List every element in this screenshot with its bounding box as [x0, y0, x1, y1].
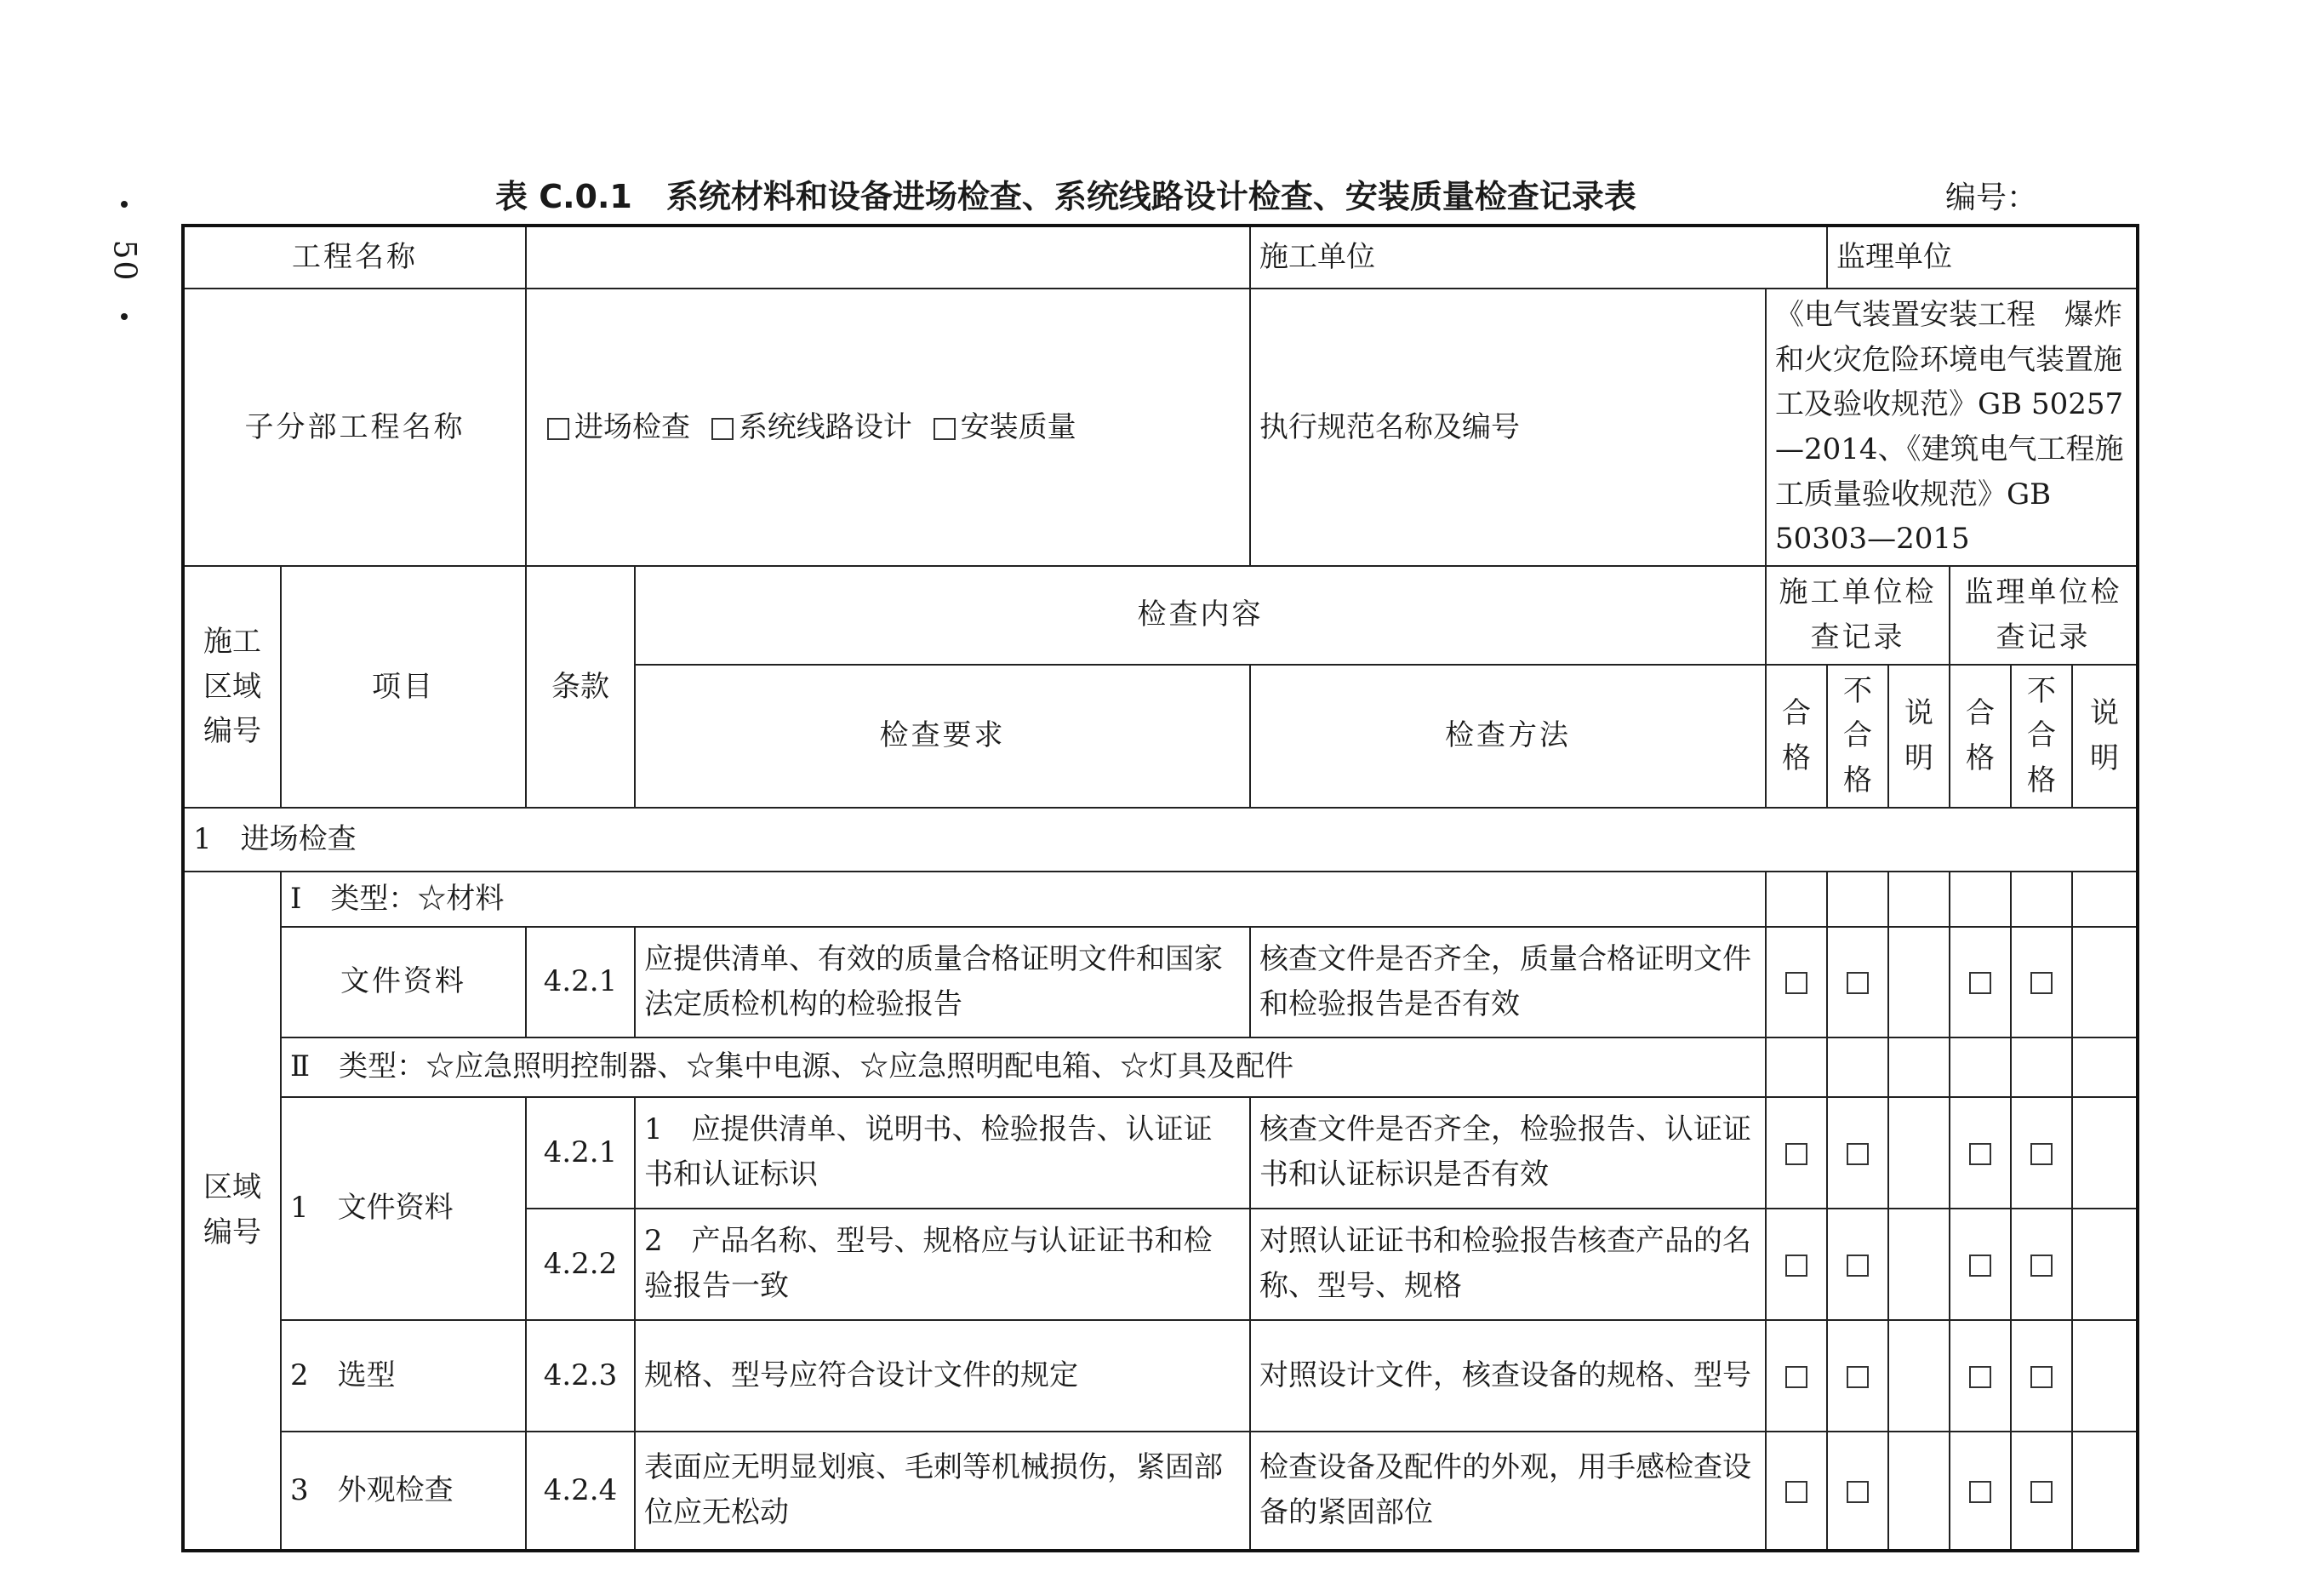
- contractor-pass-checkbox[interactable]: [1785, 1255, 1807, 1277]
- option-line-design-label: 系统线路设计: [738, 409, 912, 444]
- area-label: 区域编号: [183, 872, 281, 1551]
- row-method: 核查文件是否齐全，质量合格证明文件和检验报告是否有效: [1250, 927, 1766, 1037]
- header-row-subproject: [183, 289, 2138, 566]
- standard-label: 执行规范名称及编号: [1250, 289, 1766, 566]
- page-number-text: 50: [106, 239, 142, 282]
- contractor-fail-checkbox[interactable]: [1847, 1481, 1869, 1503]
- supervisor-note-cell: [2072, 927, 2138, 1037]
- type-row-2: [183, 1037, 2138, 1097]
- contractor-note-header: 说明: [1888, 665, 1950, 808]
- area-no-header: 施工区域编号: [183, 566, 281, 807]
- option-install-label: 安装质量: [960, 409, 1076, 444]
- option-entry-label: 进场检查: [574, 409, 690, 444]
- project-name-value: [526, 226, 1250, 289]
- subproject-label: 子分部工程名称: [183, 289, 526, 566]
- supervisor-note-cell: [2072, 1432, 2138, 1551]
- row-item: 3 外观检查: [281, 1432, 526, 1551]
- row-item: 1 文件资料: [281, 1097, 526, 1320]
- section-row: [183, 808, 2138, 872]
- content-header: 检查内容: [635, 566, 1766, 664]
- page-number-dot-top: [121, 201, 128, 208]
- row-method: 对照认证证书和检验报告核查产品的名称、型号、规格: [1250, 1209, 1766, 1320]
- row-clause: 4.2.3: [526, 1320, 635, 1432]
- row-clause: 4.2.1: [526, 1097, 635, 1209]
- row-item: 文件资料: [281, 927, 526, 1037]
- contractor-record-header: 施工单位检查记录: [1766, 566, 1950, 664]
- table-row: [183, 1097, 2138, 1209]
- page-number-dot-bottom: [121, 313, 128, 320]
- contractor-fail-checkbox[interactable]: [1847, 972, 1869, 994]
- supervisor-fail-checkbox[interactable]: [2030, 1143, 2053, 1165]
- contractor-fail-checkbox[interactable]: [1847, 1143, 1869, 1165]
- inspection-record-table: [181, 224, 2139, 1552]
- row-requirement: 应提供清单、有效的质量合格证明文件和国家法定质检机构的检验报告: [635, 927, 1250, 1037]
- page-number: [107, 201, 141, 320]
- contractor-note-cell: [1888, 1209, 1950, 1320]
- contractor-fail-header: 不合格: [1827, 665, 1888, 808]
- row-requirement: 表面应无明显划痕、毛刺等机械损伤，紧固部位应无松动: [635, 1432, 1250, 1551]
- supervisor-pass-checkbox[interactable]: [1969, 1143, 1991, 1165]
- row-item: 2 选型: [281, 1320, 526, 1432]
- supervision-unit-label: 监理单位: [1836, 240, 1952, 275]
- row-requirement: 2 产品名称、型号、规格应与认证证书和检验报告一致: [635, 1209, 1250, 1320]
- option-checkbox-entry[interactable]: [547, 418, 569, 440]
- row-clause: 4.2.4: [526, 1432, 635, 1551]
- row-method: 检查设备及配件的外观，用手感检查设备的紧固部位: [1250, 1432, 1766, 1551]
- supervisor-note-cell: [2072, 1320, 2138, 1432]
- row-requirement: 规格、型号应符合设计文件的规定: [635, 1320, 1250, 1432]
- supervisor-fail-checkbox[interactable]: [2030, 1255, 2053, 1277]
- project-name-label: 工程名称: [183, 226, 526, 289]
- supervisor-fail-checkbox[interactable]: [2030, 1366, 2053, 1388]
- row-method: 对照设计文件，核查设备的规格、型号: [1250, 1320, 1766, 1432]
- contractor-note-cell: [1888, 1097, 1950, 1209]
- supervisor-pass-checkbox[interactable]: [1969, 972, 1991, 994]
- row-requirement: 1 应提供清单、说明书、检验报告、认证证书和认证标识: [635, 1097, 1250, 1209]
- contractor-pass-checkbox[interactable]: [1785, 1481, 1807, 1503]
- serial-number-label: 编号：: [1945, 180, 2038, 215]
- type-1-label: Ⅰ 类型：☆材料: [281, 872, 1766, 927]
- subproject-options: [526, 289, 1250, 566]
- contractor-fail-checkbox[interactable]: [1847, 1366, 1869, 1388]
- supervisor-fail-header: 不合格: [2011, 665, 2072, 808]
- supervisor-pass-checkbox[interactable]: [1969, 1255, 1991, 1277]
- supervisor-fail-checkbox[interactable]: [2030, 972, 2053, 994]
- supervisor-pass-checkbox[interactable]: [1969, 1481, 1991, 1503]
- contractor-pass-checkbox[interactable]: [1785, 972, 1807, 994]
- contractor-note-cell: [1888, 927, 1950, 1037]
- option-checkbox-install[interactable]: [934, 418, 956, 440]
- contractor-pass-checkbox[interactable]: [1785, 1143, 1807, 1165]
- table-caption-label: 表 C.0.1: [495, 178, 632, 215]
- contractor-note-cell: [1888, 1432, 1950, 1551]
- table-row: [183, 1432, 2138, 1551]
- supervisor-pass-checkbox[interactable]: [1969, 1366, 1991, 1388]
- contractor-pass-checkbox[interactable]: [1785, 1366, 1807, 1388]
- method-header: 检查方法: [1250, 665, 1766, 808]
- type-row-1: [183, 872, 2138, 927]
- table-row: [183, 1320, 2138, 1432]
- supervisor-note-cell: [2072, 1209, 2138, 1320]
- row-method: 核查文件是否齐全，检验报告、认证证书和认证标识是否有效: [1250, 1097, 1766, 1209]
- supervisor-pass-header: 合格: [1950, 665, 2011, 808]
- table-caption-title: 系统材料和设备进场检查、系统线路设计检查、安装质量检查记录表: [665, 178, 1636, 215]
- column-header-row-1: [183, 566, 2138, 664]
- table-row: [183, 927, 2138, 1037]
- item-header: 项目: [281, 566, 526, 807]
- section-title: 1 进场检查: [183, 808, 2138, 872]
- contractor-fail-checkbox[interactable]: [1847, 1255, 1869, 1277]
- requirement-header: 检查要求: [635, 665, 1250, 808]
- row-clause: 4.2.2: [526, 1209, 635, 1320]
- option-checkbox-line-design[interactable]: [711, 418, 734, 440]
- standard-text: 《电气装置安装工程 爆炸和火灾危险环境电气装置施工及验收规范》GB 50257—2014、《建筑电气工程施工质量验收规范》GB 50303—2015: [1766, 289, 2138, 566]
- supervisor-note-cell: [2072, 1097, 2138, 1209]
- supervisor-fail-checkbox[interactable]: [2030, 1481, 2053, 1503]
- supervisor-note-header: 说明: [2072, 665, 2138, 808]
- contractor-note-cell: [1888, 1320, 1950, 1432]
- contractor-pass-header: 合格: [1766, 665, 1827, 808]
- header-row-project: [183, 226, 2138, 289]
- type-2-label: Ⅱ 类型：☆应急照明控制器、☆集中电源、☆应急照明配电箱、☆灯具及配件: [281, 1037, 1766, 1097]
- table-caption: [495, 170, 1814, 217]
- row-clause: 4.2.1: [526, 927, 635, 1037]
- construction-unit-label: 施工单位: [1259, 240, 1375, 275]
- clause-header: 条款: [526, 566, 635, 807]
- supervisor-record-header: 监理单位检查记录: [1950, 566, 2138, 664]
